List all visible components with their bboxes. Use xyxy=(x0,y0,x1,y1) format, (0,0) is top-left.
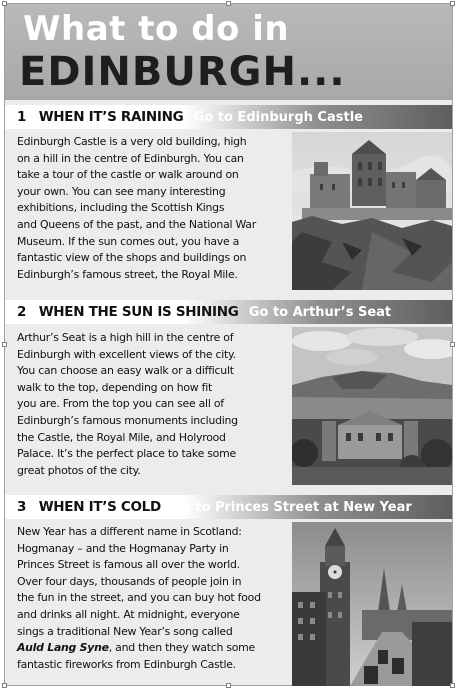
resize-handle-top[interactable] xyxy=(226,1,231,6)
text-line xyxy=(17,640,287,657)
page-title-line1: What to do in xyxy=(23,9,290,49)
resize-handle-top-right[interactable] xyxy=(450,1,455,6)
resize-handle-top-left[interactable] xyxy=(2,1,7,6)
song-title: Auld Lang Syne xyxy=(17,641,109,655)
resize-handle-bottom[interactable] xyxy=(226,683,231,688)
text-line: you are. From the top you can see all of xyxy=(17,397,224,411)
section-number: 2 xyxy=(17,304,27,320)
text-line: take a tour of the castle or walk around on xyxy=(17,168,239,182)
section-2-text xyxy=(17,330,287,479)
section-destination: Go to Arthur’s Seat xyxy=(248,305,392,320)
text-line: Princes Street is famous all over the world. xyxy=(17,558,240,572)
resize-handle-left[interactable] xyxy=(2,342,7,347)
section-condition: WHEN IT’S RAINING xyxy=(38,109,184,125)
text-line: and Queens of the past, and the National War xyxy=(17,217,256,231)
text-line: walk to the top, depending on how fit xyxy=(17,380,213,394)
section-2-heading xyxy=(5,300,452,324)
section-destination: Go to Edinburgh Castle xyxy=(193,110,363,125)
text-line: Museum. If the sun comes out, you have a xyxy=(17,234,240,248)
section-condition: WHEN THE SUN IS SHINING xyxy=(38,304,239,320)
text-line: Edinburgh’s famous street, the Royal Mile. xyxy=(17,267,238,281)
text-line: sings a traditional New Year’s song called xyxy=(17,624,233,638)
section-3-text xyxy=(17,524,287,673)
section-1-heading xyxy=(5,105,452,129)
title-banner xyxy=(5,4,452,100)
text-line: You can choose an easy walk or a difficult xyxy=(17,364,234,378)
text-line: Hogmanay – and the Hogmanay Party in xyxy=(17,541,229,555)
text-line: your own. You can see many interesting xyxy=(17,184,226,198)
section-number: 3 xyxy=(17,499,27,515)
text-line: Over four days, thousands of people join in xyxy=(17,574,242,588)
arthurs-seat-photo xyxy=(292,327,452,485)
document-page xyxy=(4,3,453,686)
text-line: fantastic fireworks from Edinburgh Castle. xyxy=(17,657,236,671)
section-3-heading xyxy=(5,495,452,519)
text-line: and drinks all night. At midnight, everyone xyxy=(17,607,240,621)
resize-handle-right[interactable] xyxy=(450,342,455,347)
castle-photo xyxy=(292,132,452,290)
text-line: Arthur’s Seat is a high hill in the centre of xyxy=(17,331,234,344)
text-line: Edinburgh Castle is a very old building, high xyxy=(17,135,247,148)
text-line: exhibitions, including the Scottish Kings xyxy=(17,201,225,215)
princes-street-photo xyxy=(292,522,452,686)
section-condition: WHEN IT’S COLD xyxy=(38,499,161,515)
text-line: on a hill in the centre of Edinburgh. You can xyxy=(17,151,244,165)
text-line: Edinburgh with excellent views of the city. xyxy=(17,347,236,361)
section-number: 1 xyxy=(17,109,27,125)
text-line: Edinburgh’s famous monuments including xyxy=(17,413,238,427)
text-fragment: , and then they watch some xyxy=(108,641,255,655)
resize-handle-bottom-left[interactable] xyxy=(2,683,7,688)
resize-handle-bottom-right[interactable] xyxy=(450,683,455,688)
text-line: great photos of the city. xyxy=(17,463,141,477)
section-destination: Go to Princes Street at New Year xyxy=(171,500,412,515)
text-line: the Castle, the Royal Mile, and Holyrood xyxy=(17,430,226,444)
text-line: New Year has a different name in Scotland: xyxy=(17,525,242,538)
section-1-text xyxy=(17,134,287,283)
text-line: the fun in the street, and you can buy hot food xyxy=(17,591,261,605)
text-line: fantastic view of the shops and buildings on xyxy=(17,251,247,265)
text-line: Palace. It’s the perfect place to take some xyxy=(17,447,236,461)
page-title-line2: EDINBURGH... xyxy=(19,49,346,95)
